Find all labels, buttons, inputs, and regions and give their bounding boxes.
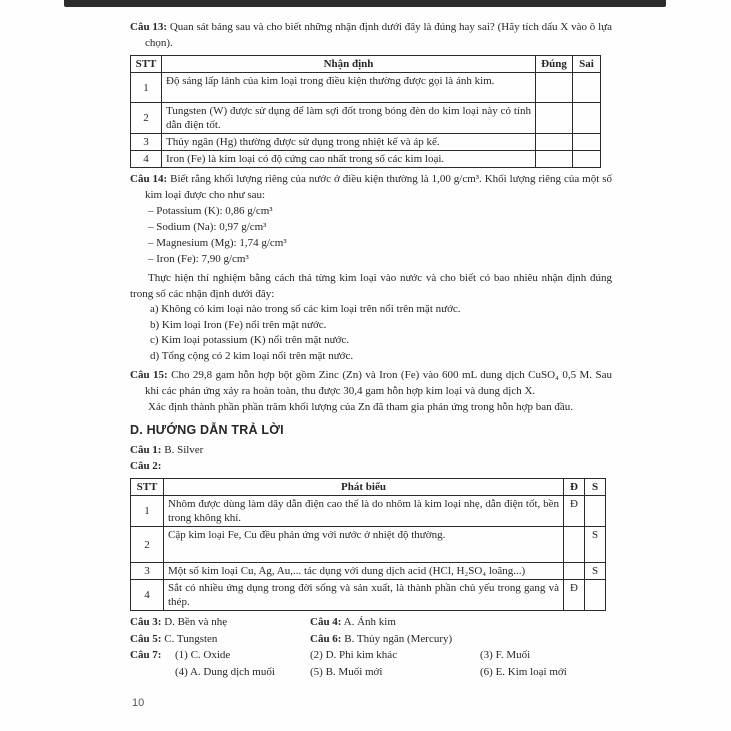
answer-7-item: (3) F. Muối (480, 649, 531, 661)
row-true-cell (536, 103, 573, 134)
answer-7-item: (6) E. Kim loại mới (480, 665, 567, 678)
answer-1 (130, 442, 612, 458)
header-statement: Phát biểu (164, 479, 564, 496)
q2-answer-table (130, 478, 606, 611)
answer-5: Câu 5: C. Tungsten (130, 632, 218, 645)
row-statement: Iron (Fe) là kim loại có độ cứng cao nhất trong số các kim loại. (162, 151, 536, 168)
answer-7-item: (4) A. Dung dịch muối (175, 665, 275, 678)
answer-1-label: Câu 1: (130, 444, 162, 456)
answer-7-item: (2) D. Phi kim khác (310, 649, 398, 661)
header-true: Đ (564, 479, 585, 496)
row-number: 4 (131, 580, 164, 611)
row-false-cell: S (585, 527, 606, 563)
row-true-cell: Đ (564, 496, 585, 527)
q13-true-false-table (130, 55, 601, 168)
table-row (131, 580, 606, 611)
answer-6: Câu 6: B. Thủy ngân (Mercury) (310, 632, 453, 645)
row-false-cell (573, 151, 601, 168)
row-number: 2 (131, 103, 162, 134)
table-header-row (131, 56, 601, 73)
table-row (131, 73, 601, 103)
density-item: – Potassium (K): 0,86 g/cm³ (148, 205, 273, 217)
row-number: 3 (131, 134, 162, 151)
row-statement: Tungsten (W) được sử dụng để làm sợi đốt trong bóng đèn do kim loại này có tính dẫn điện tốt. (162, 103, 536, 134)
question-15 (130, 367, 612, 399)
answer-1-value: B. Silver (164, 444, 204, 456)
row-number: 4 (131, 151, 162, 168)
row-true-cell (536, 151, 573, 168)
question-14-label: Câu 14: (130, 173, 168, 185)
header-false: Sai (573, 56, 601, 73)
question-14-intro: Biết rằng khối lượng riêng của nước ở điều kiện thường là 1,00 g/cm³. Khối lượng riêng của một số kim loại được cho như sau: (145, 173, 613, 201)
density-item: – Sodium (Na): 0,97 g/cm³ (148, 221, 267, 233)
scan-edge-bar (64, 0, 666, 7)
header-stt: STT (131, 56, 162, 73)
answer-section-heading: D. HƯỚNG DẪN TRẢ LỜI (130, 423, 284, 437)
row-true-cell (536, 134, 573, 151)
row-false-cell (573, 134, 601, 151)
answers-row-5-6 (130, 631, 612, 648)
answer-7-item: (5) B. Muối mới (310, 665, 383, 678)
answer-7-line-2 (130, 664, 612, 681)
table-row (131, 151, 601, 168)
page-number: 10 (132, 697, 145, 709)
row-false-cell (585, 580, 606, 611)
row-false-cell (573, 73, 601, 103)
question-15-label: Câu 15: (130, 369, 168, 381)
row-false-cell (573, 103, 601, 134)
option-b: b) Kim loại Iron (Fe) nổi trên mặt nước. (150, 318, 327, 331)
q14-experiment-text: Thực hiện thí nghiệm bằng cách thả từng kim loại vào nước và cho biết có bao nhiêu nhận định đúng trong số các nhận định dưới đây: (130, 272, 612, 300)
density-item: – Iron (Fe): 7,90 g/cm³ (148, 253, 249, 265)
answer-7-line-1 (130, 647, 612, 664)
header-stt: STT (131, 479, 164, 496)
row-statement: Nhôm được dùng làm dây dẫn điện cao thế là do nhôm là kim loại nhẹ, dẫn điện tốt, bền trong không khí. (164, 496, 564, 527)
option-c: c) Kim loại potassium (K) nổi trên mặt nước. (150, 334, 350, 346)
answer-3: Câu 3: D. Bền và nhẹ (130, 616, 228, 628)
row-statement: Một số kim loại Cu, Ag, Au,... tác dụng với dung dịch acid (HCl, H₂SO₄ loãng...) (164, 563, 564, 580)
question-15-task: Xác định thành phần phần trăm khối lượng của Zn đã tham gia phản ứng trong hỗn hợp ban đầu. (148, 401, 573, 413)
row-number: 1 (131, 496, 164, 527)
table-row (131, 563, 606, 580)
row-true-cell: Đ (564, 580, 585, 611)
header-false: S (585, 479, 606, 496)
row-false-cell (585, 496, 606, 527)
question-13 (130, 19, 612, 51)
density-item: – Magnesium (Mg): 1,74 g/cm³ (148, 237, 287, 249)
density-list (130, 203, 612, 267)
answer-7-label: Câu 7: (130, 649, 162, 661)
question-14 (130, 171, 612, 203)
answer-4: Câu 4: A. Ánh kim (310, 616, 396, 628)
row-statement: Sắt có nhiều ứng dụng trong đời sống và sản xuất, là thành phần chủ yếu trong gang và thép. (164, 580, 564, 611)
answer-7-item: (1) C. Oxide (175, 649, 231, 661)
option-a: a) Không có kim loại nào trong số các kim loại trên nổi trên mặt nước. (150, 303, 461, 315)
q14-options (130, 302, 612, 364)
page-content (130, 19, 612, 680)
row-number: 2 (131, 527, 164, 563)
row-statement: Độ sáng lấp lánh của kim loại trong điều kiện thường được gọi là ánh kim. (162, 73, 536, 103)
option-d: d) Tổng cộng có 2 kim loại nổi trên mặt nước. (150, 349, 354, 362)
header-statement: Nhận định (162, 56, 536, 73)
table-row (131, 527, 606, 563)
answers-row-3-4 (130, 614, 612, 631)
table-row (131, 134, 601, 151)
row-false-cell: S (585, 563, 606, 580)
answer-2-label: Câu 2: (130, 460, 162, 472)
table-row (131, 496, 606, 527)
row-true-cell (564, 527, 585, 563)
question-15-text: Cho 29,8 gam hỗn hợp bột gồm Zinc (Zn) và Iron (Fe) vào 600 mL dung dịch CuSO₄ 0,5 M. Sau khi các phản ứng xảy ra hoàn toàn, thu được 30,4 gam hỗn hợp kim loại và dung dịch X. (145, 369, 612, 397)
header-true: Đúng (536, 56, 573, 73)
row-statement: Thủy ngân (Hg) thường được sử dụng trong nhiệt kế và áp kế. (162, 134, 536, 151)
row-true-cell (564, 563, 585, 580)
table-row (131, 103, 601, 134)
question-13-text: Quan sát bảng sau và cho biết những nhận định dưới đây là đúng hay sai? (Hãy tích dấu X vào ô lựa chọn). (145, 21, 613, 49)
question-13-label: Câu 13: (130, 21, 168, 33)
row-number: 3 (131, 563, 164, 580)
row-true-cell (536, 73, 573, 103)
row-statement: Cặp kim loại Fe, Cu đều phản ứng với nước ở nhiệt độ thường. (164, 527, 564, 563)
row-number: 1 (131, 73, 162, 103)
table-header-row (131, 479, 606, 496)
